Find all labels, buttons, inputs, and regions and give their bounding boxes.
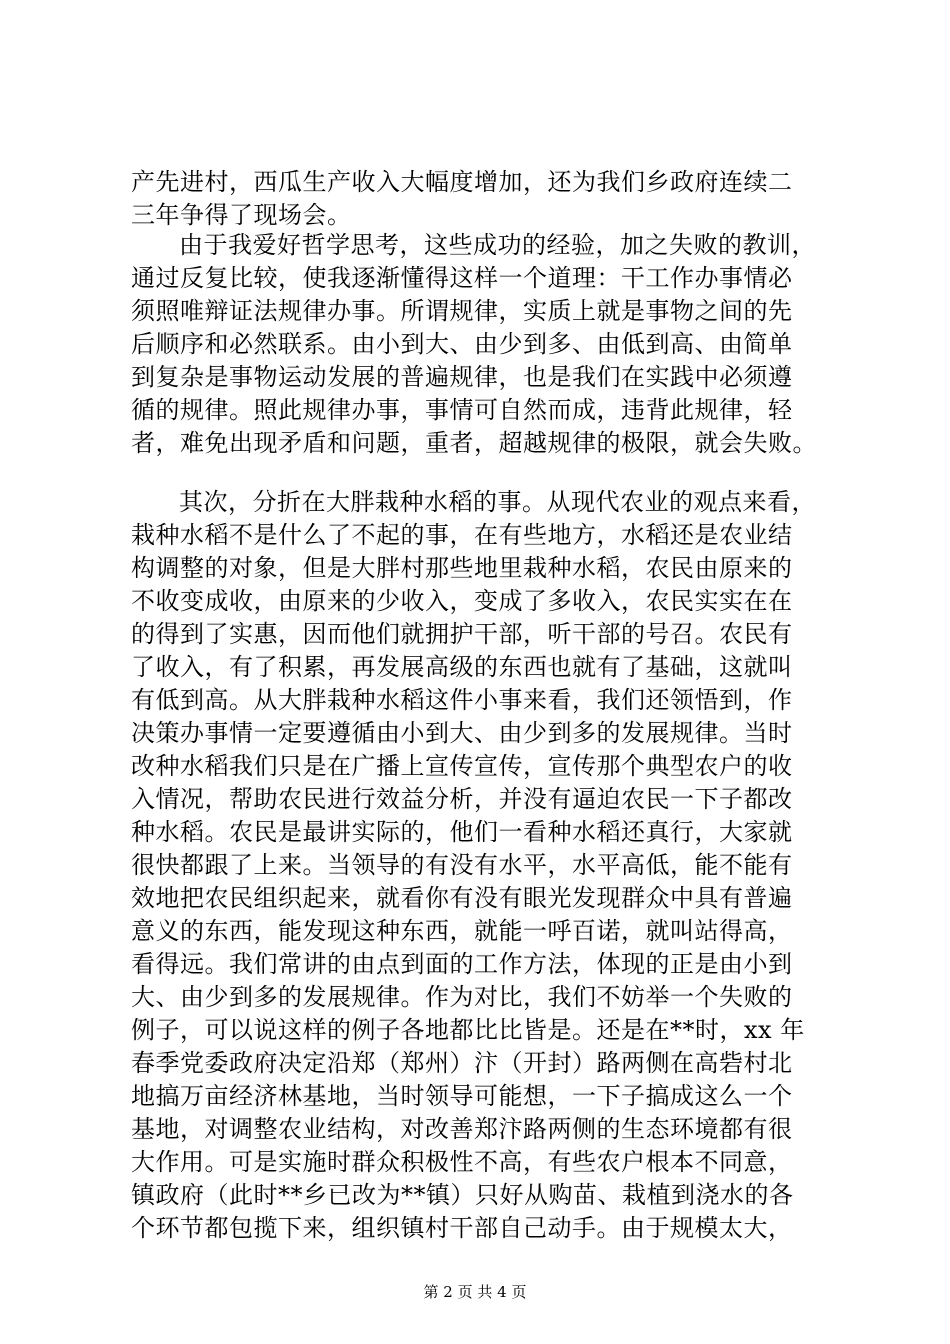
text-line: 春季党委政府决定沿郑（郑州）汴（开封）路两侧在高砦村北: [131, 1049, 793, 1077]
text-line: 决策办事情一定要遵循由小到大、由少到多的发展规律。当时: [131, 719, 793, 747]
text-line: 者，难免出现矛盾和问题，重者，超越规律的极限，就会失败。: [131, 429, 817, 457]
text-line: 入情况，帮助农民进行效益分析，并没有逼迫农民一下子都改: [131, 785, 793, 813]
text-line: 大、由少到多的发展规律。作为对比，我们不妨举一个失败的: [131, 983, 793, 1011]
text-line: 基地，对调整农业结构，对改善郑汴路两侧的生态环境都有很: [131, 1115, 793, 1143]
text-line: 地搞万亩经济林基地，当时领导可能想，一下子搞成这么一个: [131, 1082, 793, 1110]
text-line: 不收变成收，由原来的少收入，变成了多收入，农民实实在在: [131, 587, 793, 615]
text-line: 很快都跟了上来。当领导的有没有水平，水平高低，能不能有: [131, 851, 793, 879]
text-line: 须照唯辩证法规律办事。所谓规律，实质上就是事物之间的先: [131, 297, 793, 325]
text-line: 其次，分折在大胖栽种水稻的事。从现代农业的观点来看，: [179, 488, 816, 516]
text-line: 种水稻。农民是最讲实际的，他们一看种水稻还真行，大家就: [131, 818, 793, 846]
text-line: 由于我爱好哲学思考，这些成功的经验，加之失败的教训，: [179, 231, 816, 259]
text-line: 产先进村，西瓜生产收入大幅度增加，还为我们乡政府连续二: [131, 168, 793, 196]
page-number-footer: 第 2 页 共 4 页: [423, 1283, 527, 1301]
text-line: 效地把农民组织起来，就看你有没有眼光发现群众中具有普遍: [131, 884, 793, 912]
text-line: 镇政府（此时**乡已改为**镇）只好从购苗、栽植到浇水的各: [131, 1181, 794, 1209]
text-line: 有低到高。从大胖栽种水稻这件小事来看，我们还领悟到，作: [131, 686, 793, 714]
text-line: 改种水稻我们只是在广播上宣传宣传，宣传那个典型农户的收: [131, 752, 793, 780]
text-line: 的得到了实惠，因而他们就拥护干部，听干部的号召。农民有: [131, 620, 793, 648]
text-line: 了收入，有了积累，再发展高级的东西也就有了基础，这就叫: [131, 653, 793, 681]
text-line: 个环节都包揽下来，组织镇村干部自己动手。由于规模太大，: [131, 1214, 793, 1242]
text-line: 构调整的对象，但是大胖村那些地里栽种水稻，农民由原来的: [131, 554, 793, 582]
text-line: 循的规律。照此规律办事，事情可自然而成，违背此规律，轻: [131, 396, 793, 424]
text-line: 看得远。我们常讲的由点到面的工作方法，体现的正是由小到: [131, 950, 793, 978]
text-line: 到复杂是事物运动发展的普遍规律，也是我们在实践中必须遵: [131, 363, 793, 391]
paragraph-philosophy: [131, 229, 831, 460]
text-line: 意义的东西，能发现这种东西，就能一呼百诺，就叫站得高，: [131, 917, 793, 945]
text-line: 例子，可以说这样的例子各地都比比皆是。还是在**时，xx 年: [131, 1016, 805, 1044]
paragraph-continuation: [131, 166, 831, 232]
text-line: 三年争得了现场会。: [131, 201, 352, 229]
text-line: 通过反复比较，使我逐渐懂得这样一个道理：干工作办事情必: [131, 264, 793, 292]
paragraph-rice-planting: [131, 486, 831, 1245]
text-line: 栽种水稻不是什么了不起的事，在有些地方，水稻还是农业结: [131, 521, 793, 549]
text-line: 大作用。可是实施时群众积极性不高，有些农户根本不同意，: [131, 1148, 793, 1176]
text-line: 后顺序和必然联系。由小到大、由少到多、由低到高、由简单: [131, 330, 793, 358]
